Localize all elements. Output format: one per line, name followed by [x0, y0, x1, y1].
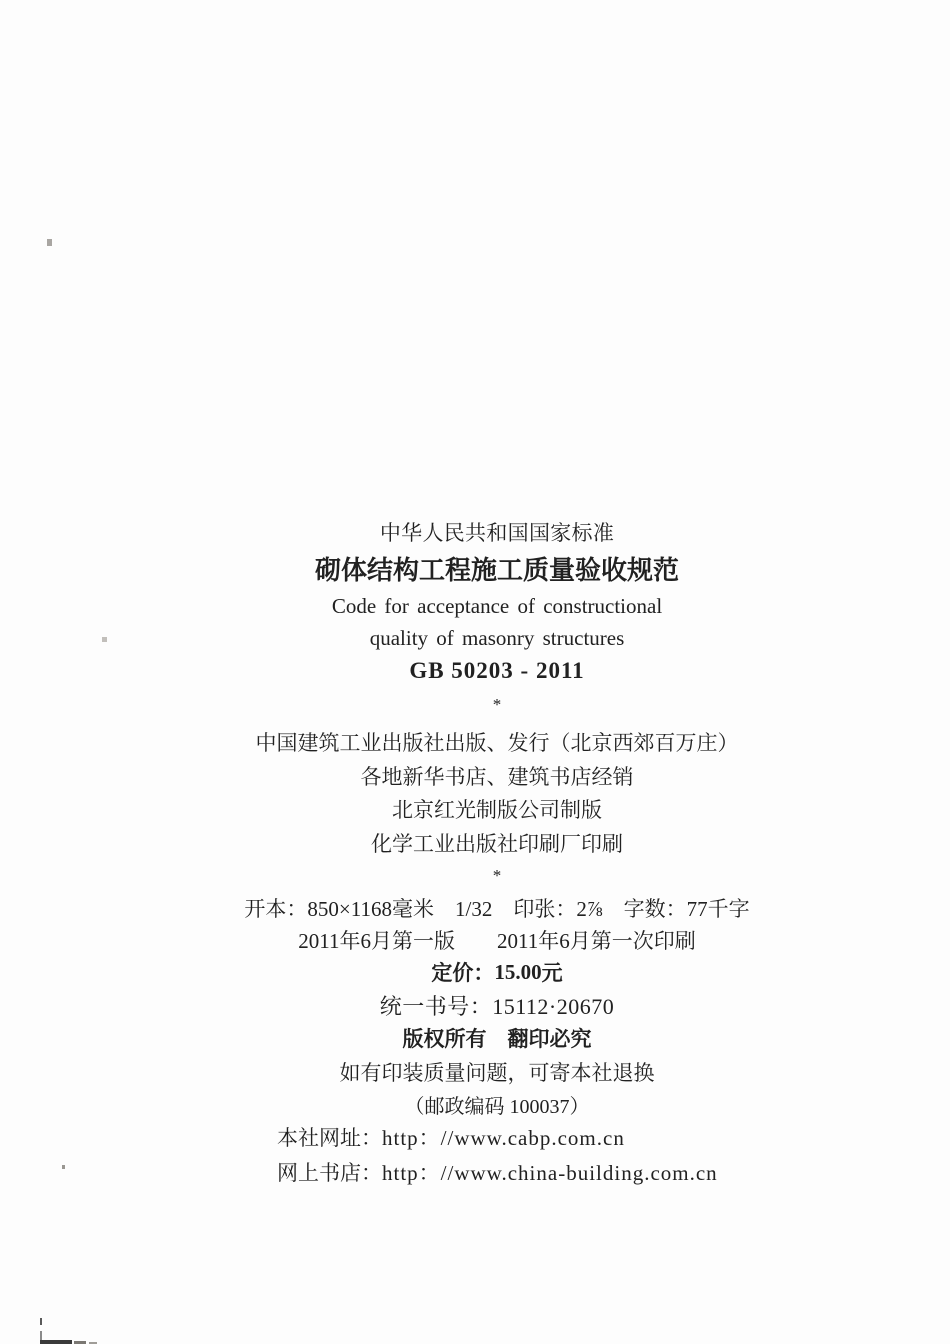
bookstore-label: 网上书店： [277, 1161, 382, 1185]
format-line: 开本：850×1168毫米 1/32 印张：2⅞ 字数：77千字 [244, 897, 750, 921]
separator-asterisk: * [492, 866, 502, 885]
platemaker-line: 北京红光制版公司制版 [392, 798, 602, 822]
website-url: http：//www.cabp.com.cn [382, 1126, 625, 1150]
online-bookstore-line [47, 1155, 947, 1189]
quality-return-line: 如有印装质量问题，可寄本社退换 [339, 1061, 655, 1085]
publisher-website-line [47, 1120, 947, 1154]
edition-line: 2011年6月第一版 2011年6月第一次印刷 [298, 929, 696, 953]
bookstore-url: http：//www.china-building.com.cn [382, 1161, 718, 1185]
book-number-line: 统一书号：15112·20670 [379, 993, 615, 1019]
printer-line: 化学工业出版社印刷厂印刷 [371, 832, 623, 856]
scan-speck [62, 1165, 65, 1169]
copyright-notice: 版权所有 翻印必究 [402, 1028, 592, 1051]
scan-speck [47, 239, 52, 246]
scan-speck [102, 637, 107, 642]
book-title-en-line1: Code for acceptance of constructional [331, 593, 663, 618]
postcode-line: （邮政编码 100037） [404, 1095, 590, 1118]
distributor-line: 各地新华书店、建筑书店经销 [360, 765, 634, 789]
price-value: 15.00 [494, 959, 542, 984]
standard-label: 中华人民共和国国家标准 [379, 521, 615, 545]
book-title-cn: 砌体结构工程施工质量验收规范 [314, 554, 679, 585]
price-unit: 元 [541, 962, 563, 985]
scan-edge-mark [40, 1340, 72, 1344]
book-title-en-line2: quality of masonry structures [369, 625, 625, 650]
standard-number: GB 50203 - 2011 [409, 658, 585, 683]
colophon-block [47, 0, 947, 1344]
publisher-line: 中国建筑工业出版社出版、发行（北京西郊百万庄） [255, 731, 739, 755]
separator-asterisk: * [492, 695, 502, 714]
website-label: 本社网址： [277, 1126, 382, 1150]
price-label: 定价： [431, 962, 495, 985]
scan-edge-mark [40, 1318, 42, 1325]
price-line [47, 955, 947, 989]
